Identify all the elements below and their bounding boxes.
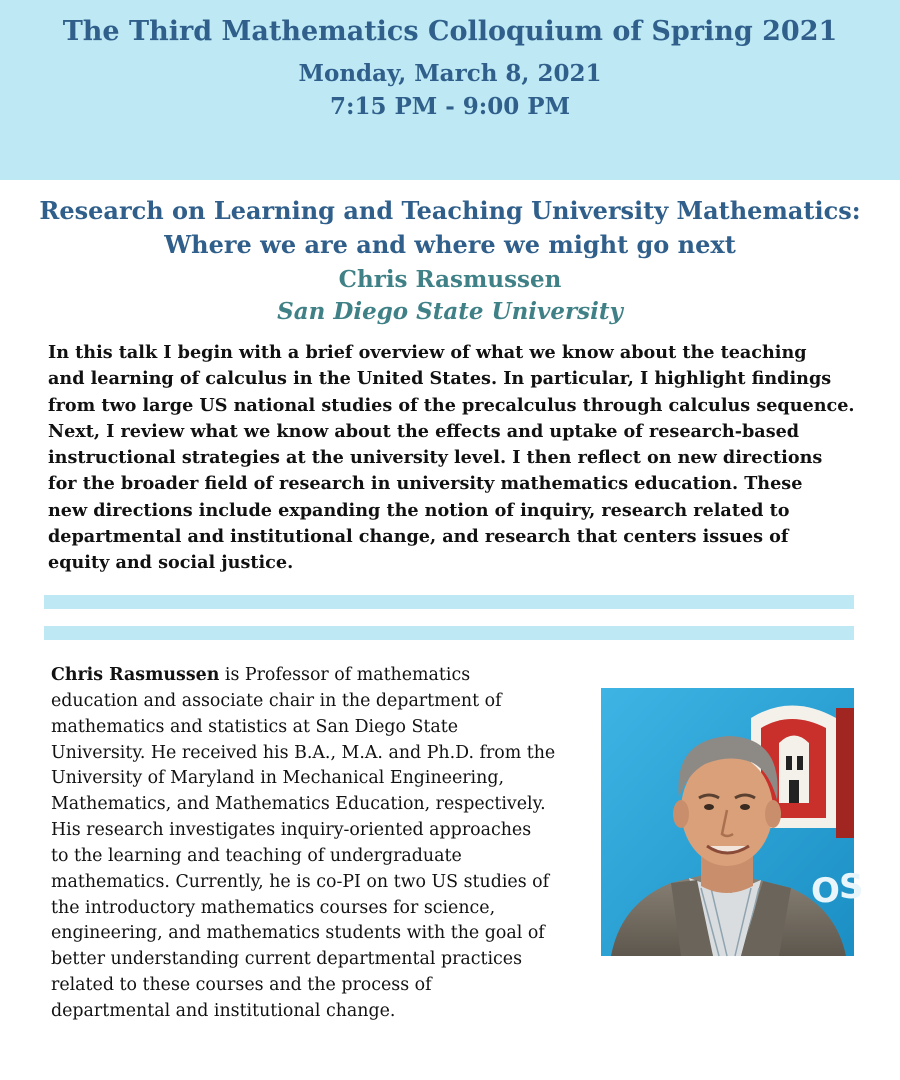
bio-line: Mathematics, and Mathematics Education, respectively. [51, 794, 546, 815]
speaker-name: Chris Rasmussen [338, 266, 562, 293]
svg-text:O: O [811, 871, 840, 911]
colloquium-title: The Third Mathematics Colloquium of Spring 2021 [62, 16, 838, 47]
abstract [48, 340, 868, 577]
abstract-line: In this talk I begin with a brief overview of what we know about the teaching [48, 342, 807, 363]
abstract-line: equity and social justice. [48, 552, 294, 574]
bio-line: to the learning and teaching of undergraduate [51, 845, 462, 866]
bio-line: better understanding current departmental practices [51, 949, 522, 970]
speaker-bio [51, 663, 596, 1025]
speaker-photo [601, 688, 864, 956]
speaker-photo-illustration [601, 688, 864, 956]
bio-line: related to these courses and the process of [51, 975, 432, 996]
abstract-line: instructional strategies at the university level. I then reflect on new directions [48, 447, 823, 469]
abstract-line: for the broader field of research in university mathematics education. These [48, 473, 803, 495]
header-banner [0, 0, 900, 180]
event-date: Monday, March 8, 2021 [298, 60, 602, 87]
bio-line: His research investigates inquiry-oriented approaches [51, 820, 532, 841]
bio-line: the introductory mathematics courses for science, [51, 897, 496, 918]
bio-line: engineering, and mathematics students with the goal of [51, 923, 545, 944]
bio-line: University. He received his B.A., M.A. and Ph.D. from the [51, 742, 556, 763]
abstract-line: new directions include expanding the notion of inquiry, research related to [48, 499, 790, 521]
divider-bar [44, 626, 854, 640]
abstract-line: Next, I review what we know about the effects and uptake of research-based [48, 420, 800, 442]
talk-title-line: Research on Learning and Teaching University Mathematics: [39, 196, 861, 225]
speaker-affiliation: San Diego State University [277, 298, 623, 325]
bio-line: mathematics. Currently, he is co-PI on two US studies of [51, 871, 550, 892]
talk-title [0, 194, 900, 262]
abstract-line: and learning of calculus in the United States. In particular, I highlight findings [48, 368, 832, 390]
abstract-line: from two large US national studies of the precalculus through calculus sequence. [48, 394, 855, 416]
svg-text:S: S [839, 867, 864, 907]
bio-name: Chris Rasmussen [51, 665, 220, 685]
bio-line: mathematics and statistics at San Diego State [51, 716, 459, 737]
bio-line: departmental and institutional change. [51, 1000, 396, 1021]
divider-bar [44, 595, 854, 609]
bio-first-line: is Professor of mathematics [219, 665, 471, 685]
bio-line: University of Maryland in Mechanical Engineering, [51, 768, 504, 789]
talk-title-line: Where we are and where we might go next [164, 230, 736, 259]
bio-line: education and associate chair in the department of [51, 690, 502, 711]
bio-line [51, 663, 596, 689]
abstract-line: departmental and institutional change, and research that centers issues of [48, 526, 789, 548]
event-time: 7:15 PM - 9:00 PM [329, 93, 571, 120]
